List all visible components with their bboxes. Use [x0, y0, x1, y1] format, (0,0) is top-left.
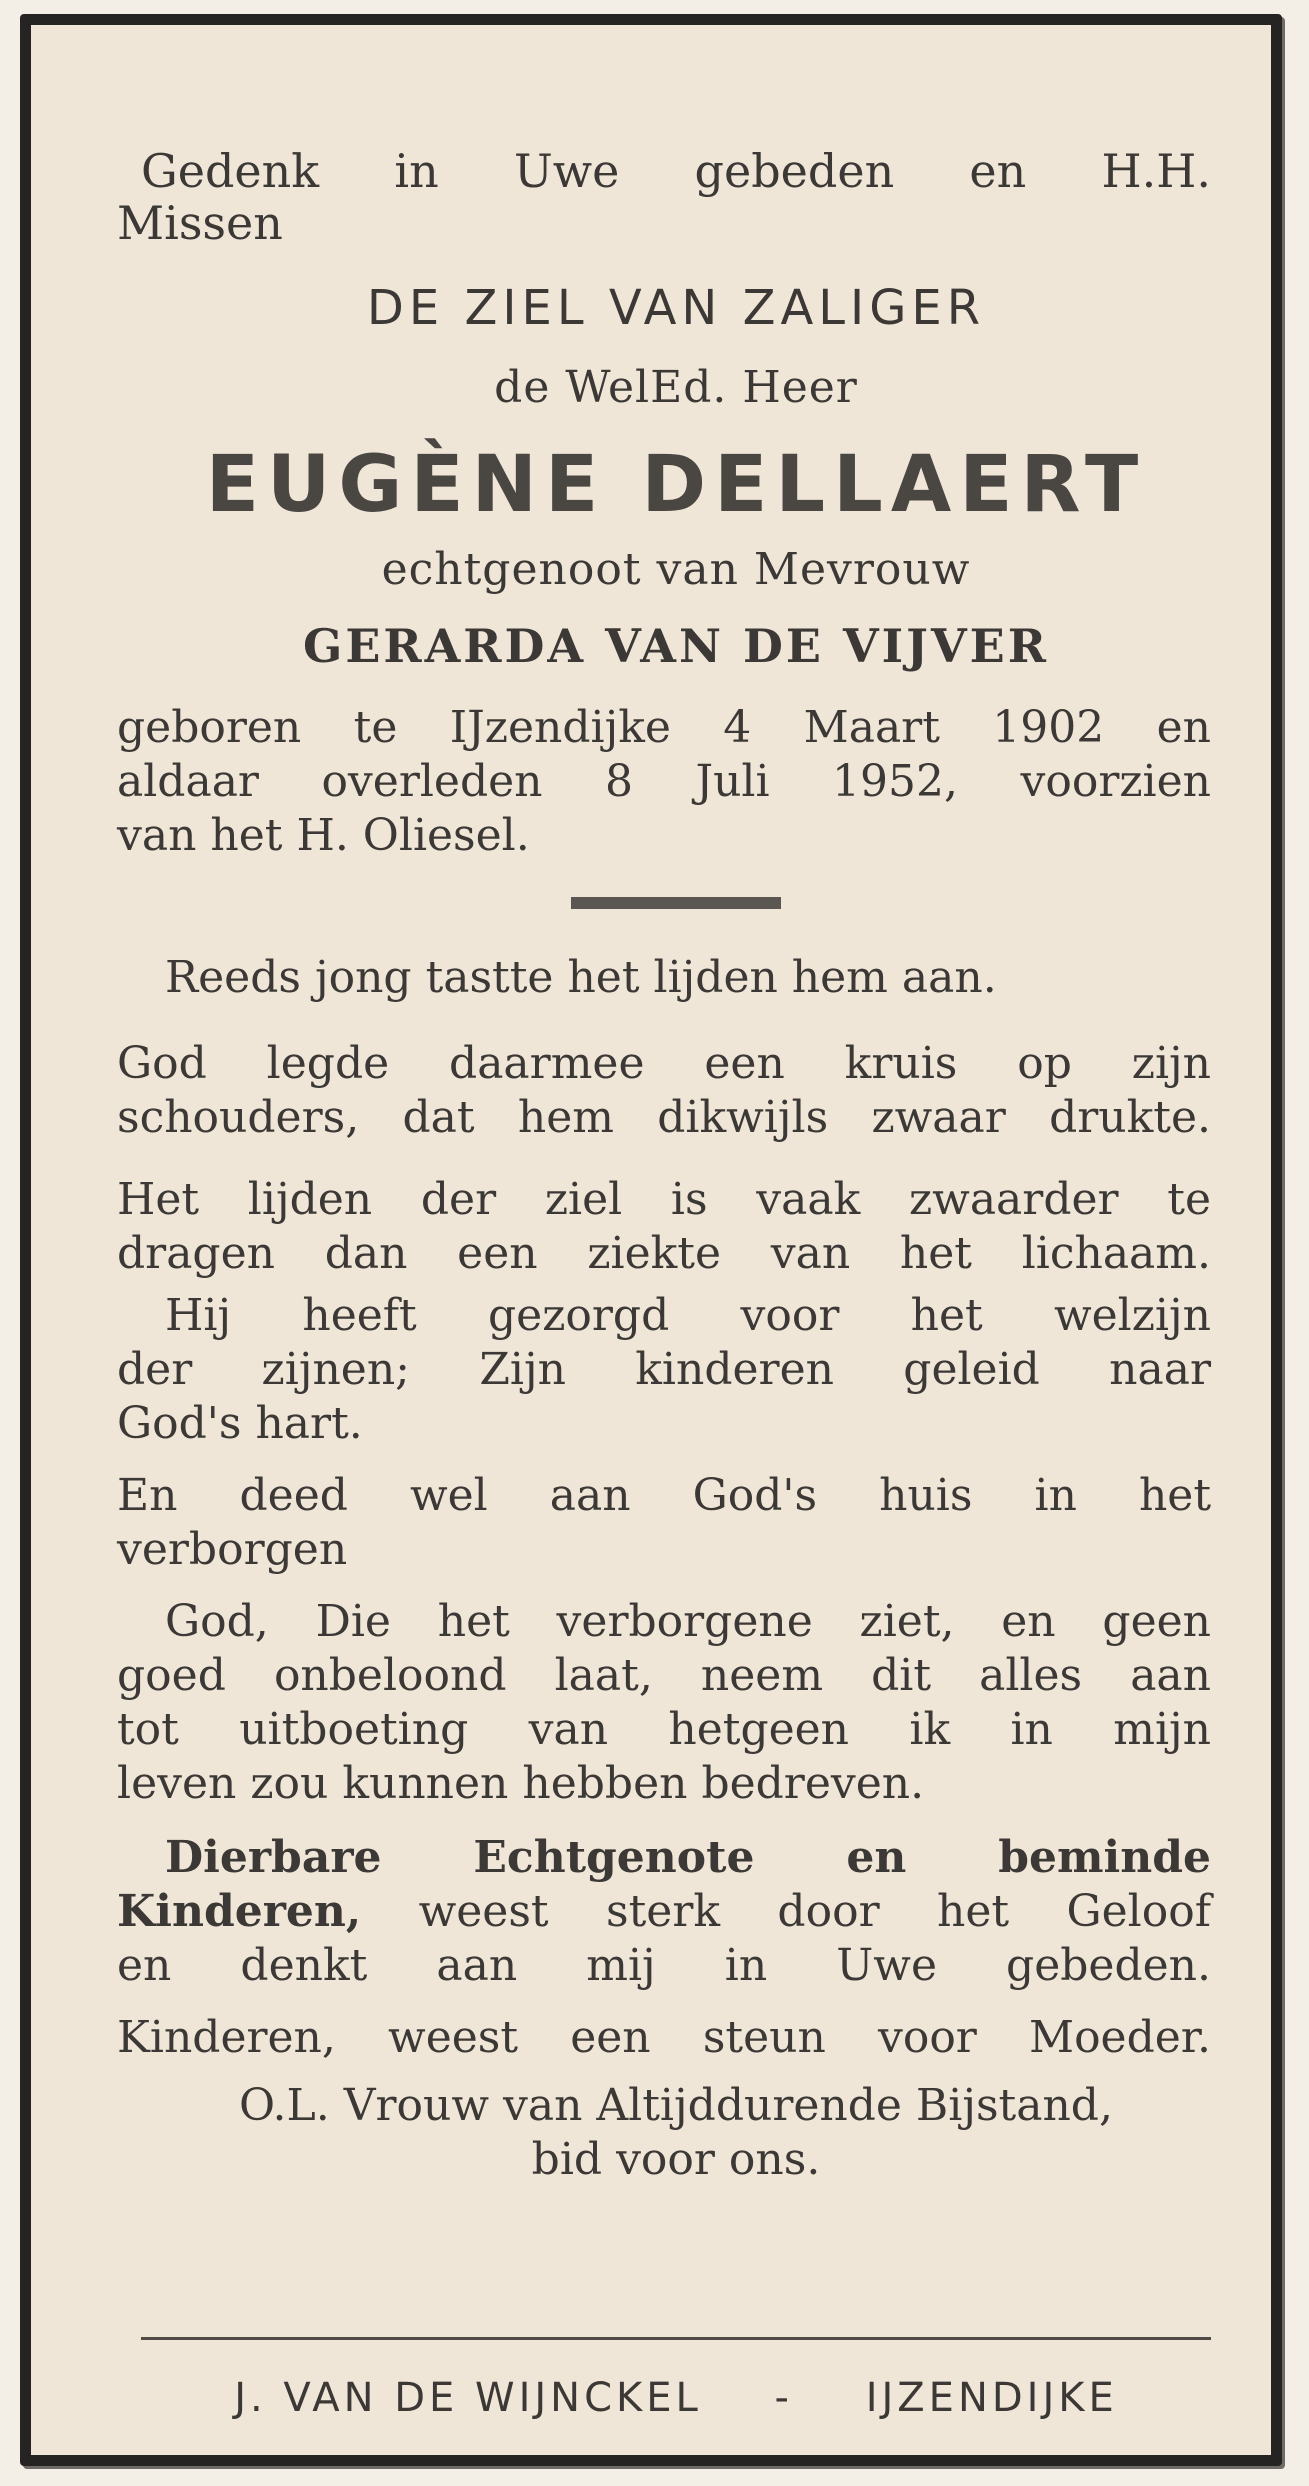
verse-7-line-3: en denkt aan mij in Uwe gebeden. [117, 1940, 1211, 1991]
verse-6-line-2: goed onbeloond laat, neem dit alles aan [117, 1650, 1211, 1701]
verse-9 [117, 2079, 1211, 2187]
verse-7-bold-word: Kinderen, [117, 1886, 362, 1937]
printer-separator: - [774, 2375, 793, 2421]
intro-line-2: Missen [117, 196, 283, 250]
verse-5 [117, 1469, 1211, 1577]
verse-4-line-1: Hij heeft gezorgd voor het welzijn [165, 1290, 1211, 1341]
honorific: de WelEd. Heer [494, 362, 858, 413]
verse-4 [117, 1289, 1211, 1451]
verse-3-line-1: Het lijden der ziel is vaak zwaarder te [117, 1174, 1211, 1225]
spouse-name: GERARDA VAN DE VIJVER [303, 619, 1049, 673]
verse-5-line-2: verborgen [117, 1524, 348, 1575]
verse-3 [117, 1173, 1211, 1281]
verse-9-line-2: bid voor ons. [531, 2134, 821, 2185]
verse-3-line-2: dragen dan een ziekte van het lichaam. [117, 1228, 1211, 1279]
verse-7-line-2-rest: weest sterk door het Geloof [361, 1886, 1211, 1937]
intro-text [117, 144, 1211, 250]
verse-2 [117, 1037, 1211, 1145]
verse-2-line-2: schouders, dat hem dikwijls zwaar drukte. [117, 1092, 1211, 1143]
life-line-3: van het H. Oliesel. [117, 810, 530, 861]
verse-7-line-1: Dierbare Echtgenote en beminde [165, 1832, 1211, 1883]
deceased-name: EUGÈNE DELLAERT [205, 440, 1147, 530]
verse-6-line-1: God, Die het verborgene ziet, en geen [165, 1596, 1211, 1647]
life-line-2: aldaar overleden 8 Juli 1952, voorzien [117, 756, 1211, 807]
card-content [117, 144, 1211, 2187]
verse-7-line-2 [117, 1885, 1211, 1939]
footer-rule [141, 2337, 1211, 2340]
verse-4-line-2: der zijnen; Zijn kinderen geleid naar [117, 1344, 1211, 1395]
life-details [117, 701, 1211, 863]
memorial-card [20, 14, 1282, 2466]
printer-place: IJZENDIJKE [865, 2375, 1118, 2421]
verse-8: Kinderen, weest een steun voor Moeder. [117, 2012, 1211, 2063]
ornamental-divider [571, 897, 781, 909]
verse-4-line-3: God's hart. [117, 1398, 363, 1449]
verses [117, 951, 1211, 2187]
verse-9-line-1: O.L. Vrouw van Altijddurende Bijstand, [239, 2080, 1113, 2131]
verse-6 [117, 1595, 1211, 1811]
spouse-intro: echtgenoot van Mevrouw [381, 544, 971, 595]
printer-imprint [141, 2375, 1211, 2421]
verse-5-line-1: En deed wel aan God's huis in het [117, 1470, 1211, 1521]
intro-line-1: Gedenk in Uwe gebeden en H.H. [141, 144, 1211, 198]
verse-2-line-1: God legde daarmee een kruis op zijn [117, 1038, 1211, 1089]
verse-6-line-4: leven zou kunnen hebben bedreven. [117, 1758, 925, 1809]
soul-heading: DE ZIEL VAN ZALIGER [366, 280, 986, 336]
verse-7 [117, 1831, 1211, 1993]
printer-name: J. VAN DE WIJNCKEL [234, 2375, 702, 2421]
verse-6-line-3: tot uitboeting van hetgeen ik in mijn [117, 1704, 1211, 1755]
life-line-1: geboren te IJzendijke 4 Maart 1902 en [117, 702, 1211, 753]
verse-1: Reeds jong tastte het lijden hem aan. [165, 952, 997, 1003]
